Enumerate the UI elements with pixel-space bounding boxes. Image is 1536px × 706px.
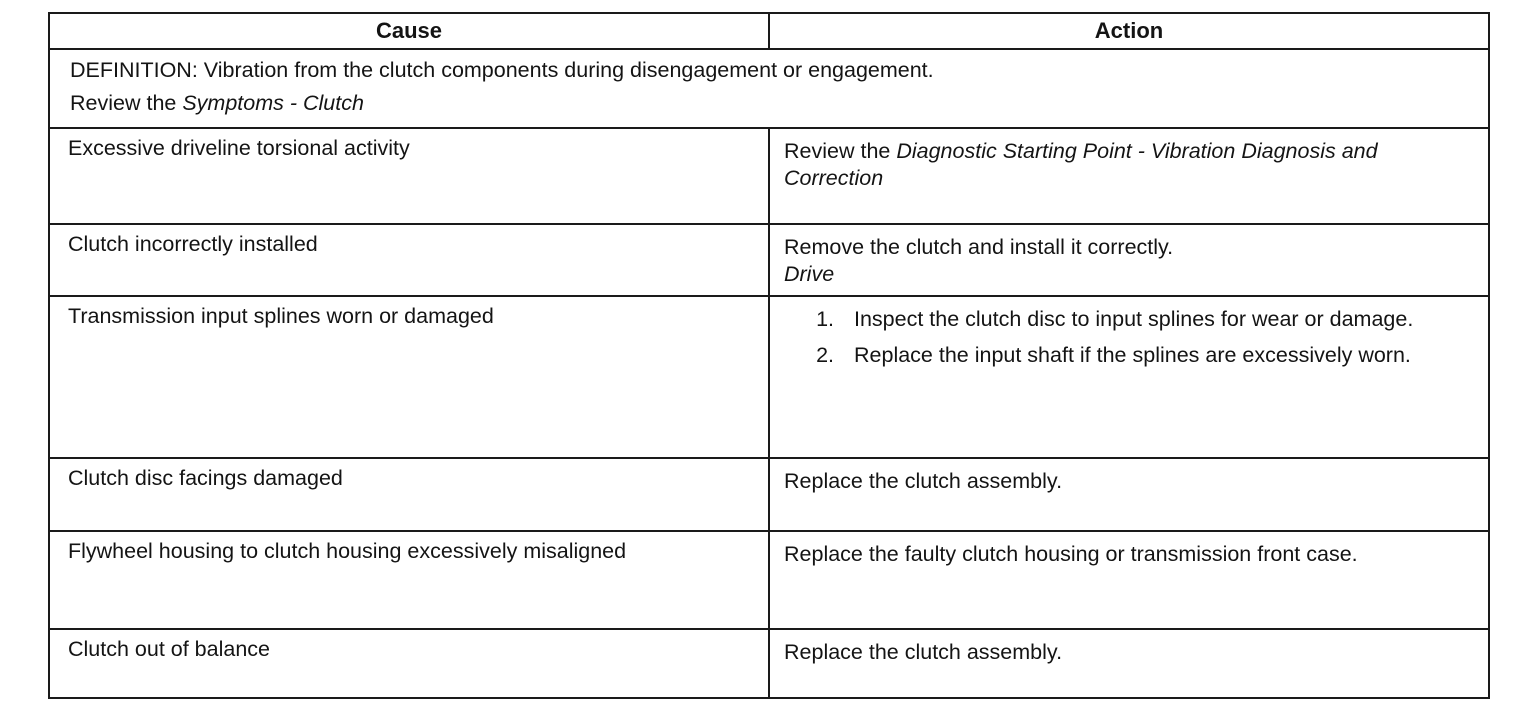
table-row [49, 458, 1489, 531]
action-cell: Replace the faulty clutch housing or transmission front case. [769, 531, 1489, 629]
table-row [49, 296, 1489, 458]
drive-link[interactable]: Drive [784, 262, 835, 286]
cause-header: Cause [49, 13, 769, 49]
cause-cell: Excessive driveline torsional activity [49, 128, 769, 224]
review-prefix: Review the [70, 91, 183, 115]
cause-cell: Flywheel housing to clutch housing excessively misaligned [49, 531, 769, 629]
action-steps-list [784, 306, 1474, 369]
table-row [49, 128, 1489, 224]
action-cell [769, 224, 1489, 296]
table-row [49, 629, 1489, 698]
action-cell [769, 128, 1489, 224]
cause-cell: Clutch out of balance [49, 629, 769, 698]
action-header: Action [769, 13, 1489, 49]
table-row [49, 224, 1489, 296]
definition-review [70, 87, 1468, 120]
definition-text: DEFINITION: Vibration from the clutch components during disengagement or engagement. [70, 58, 934, 82]
diagnostic-table [48, 12, 1490, 699]
action-text: Remove the clutch and install it correctly. [784, 235, 1174, 259]
definition-cell [49, 49, 1489, 128]
cause-cell: Transmission input splines worn or damaged [49, 296, 769, 458]
vibration-diagnosis-link[interactable]: Diagnostic Starting Point - Vibration Diagnosis and Correction [784, 139, 1378, 190]
symptoms-clutch-link[interactable]: Symptoms - Clutch [182, 91, 364, 115]
action-prefix: Review the [784, 139, 897, 163]
action-cell: Replace the clutch assembly. [769, 458, 1489, 531]
action-step: 2. Replace the input shaft if the splines are excessively worn. [840, 342, 1474, 369]
header-row [49, 13, 1489, 49]
action-cell: Replace the clutch assembly. [769, 629, 1489, 698]
cause-cell: Clutch incorrectly installed [49, 224, 769, 296]
definition-row [49, 49, 1489, 128]
action-step: 1. Inspect the clutch disc to input splines for wear or damage. [840, 306, 1474, 333]
action-cell [769, 296, 1489, 458]
cause-cell: Clutch disc facings damaged [49, 458, 769, 531]
table-row [49, 531, 1489, 629]
